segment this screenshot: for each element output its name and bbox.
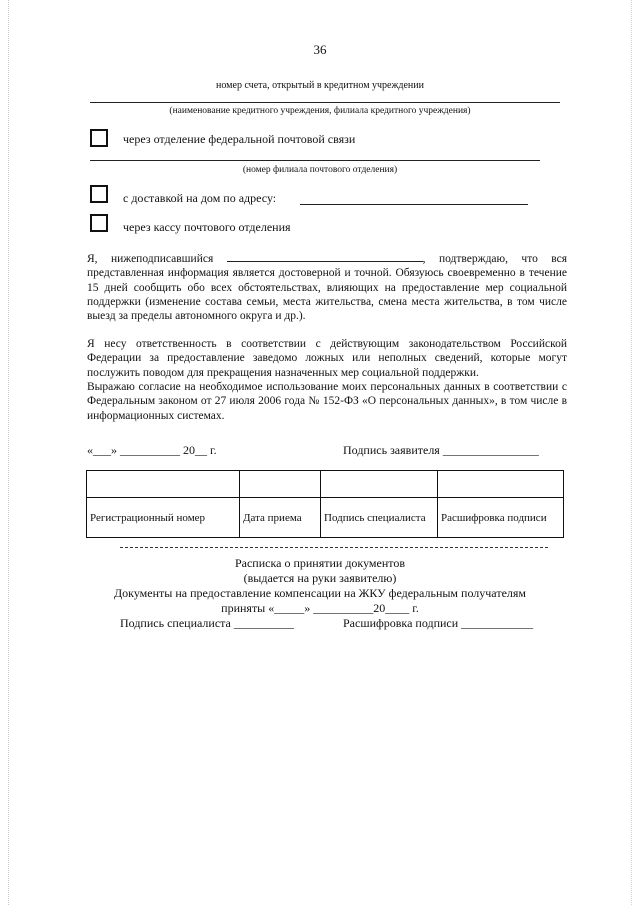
declaration-paragraph-1 (87, 251, 567, 323)
table-cell (240, 471, 321, 498)
cut-line (120, 547, 548, 548)
declaration-paragraph-3: Выражаю согласие на необходимое использование моих персональных данных в соответствии с Федеральным законом от 27 июля 2006 года № 152-ФЗ «О персональных данных», в том числе в информационных системах. (87, 381, 567, 422)
bank-name-caption: (наименование кредитного учреждения, филиала кредитного учреждения) (169, 106, 471, 116)
account-caption: номер счета, открытый в кредитном учреждении (216, 80, 424, 91)
name-blank[interactable] (227, 251, 423, 262)
declaration-start: Я, нижеподписавшийся (87, 253, 214, 265)
table-empty-row (87, 471, 564, 498)
option-post-office: через отделение федеральной почтовой связи (123, 132, 356, 146)
date-line: «___» __________ 20__ г. (87, 443, 217, 457)
option-home-delivery: с доставкой на дом по адресу: (123, 191, 277, 205)
specialist-signature-line: Подпись специалиста __________ (120, 616, 294, 630)
receipt-subtitle: (выдается на руки заявителю) (243, 571, 397, 585)
address-line[interactable] (300, 204, 528, 205)
table-cell (321, 471, 438, 498)
scan-edge-right (631, 0, 632, 905)
option-post-cashier: через кассу почтового отделения (123, 220, 291, 234)
header-receive-date: Дата приема (240, 498, 321, 538)
registration-table (86, 470, 564, 538)
header-signature-decoding: Расшифровка подписи (438, 498, 564, 538)
page-number: 36 (313, 42, 327, 57)
header-registration-number: Регистрационный номер (87, 498, 240, 538)
checkbox-home-delivery[interactable] (90, 185, 108, 203)
scan-edge-left (8, 0, 9, 905)
receipt-line-2: приняты «_____» __________20____ г. (221, 601, 419, 615)
declaration-rest: , подтверждаю, что вся представленная информация является достоверной и точной. Обязуюсь своевременно в течение 15 дней сообщить обо всех обстоятельствах, влияющих на предоставление мер социальной поддержки (изменение состава семьи, места жительства, смена места жительства, в том числе выезд за пределы автономного округа и др.). (87, 253, 568, 323)
post-branch-caption: (номер филиала почтового отделения) (242, 165, 398, 175)
post-branch-line (90, 160, 540, 161)
table-cell (438, 471, 564, 498)
header-specialist-signature: Подпись специалиста (321, 498, 438, 538)
receipt-title: Расписка о принятии документов (234, 556, 406, 570)
table-header-row (87, 498, 564, 538)
applicant-signature-label: Подпись заявителя ________________ (343, 443, 539, 457)
checkbox-post-cashier[interactable] (90, 214, 108, 232)
checkbox-post-office[interactable] (90, 129, 108, 147)
declaration-paragraph-2: Я несу ответственность в соответствии с действующим законодательством Российской Федерации за предоставление заведомо ложных или неполных сведений, которые могут послужить поводом для прекращения назначенных мер социальной поддержки. (87, 338, 567, 379)
bank-name-line (90, 102, 560, 103)
signature-decoding-line: Расшифровка подписи ____________ (343, 616, 534, 630)
receipt-line-1: Документы на предоставление компенсации на ЖКУ федеральным получателям (113, 586, 526, 600)
table-cell (87, 471, 240, 498)
